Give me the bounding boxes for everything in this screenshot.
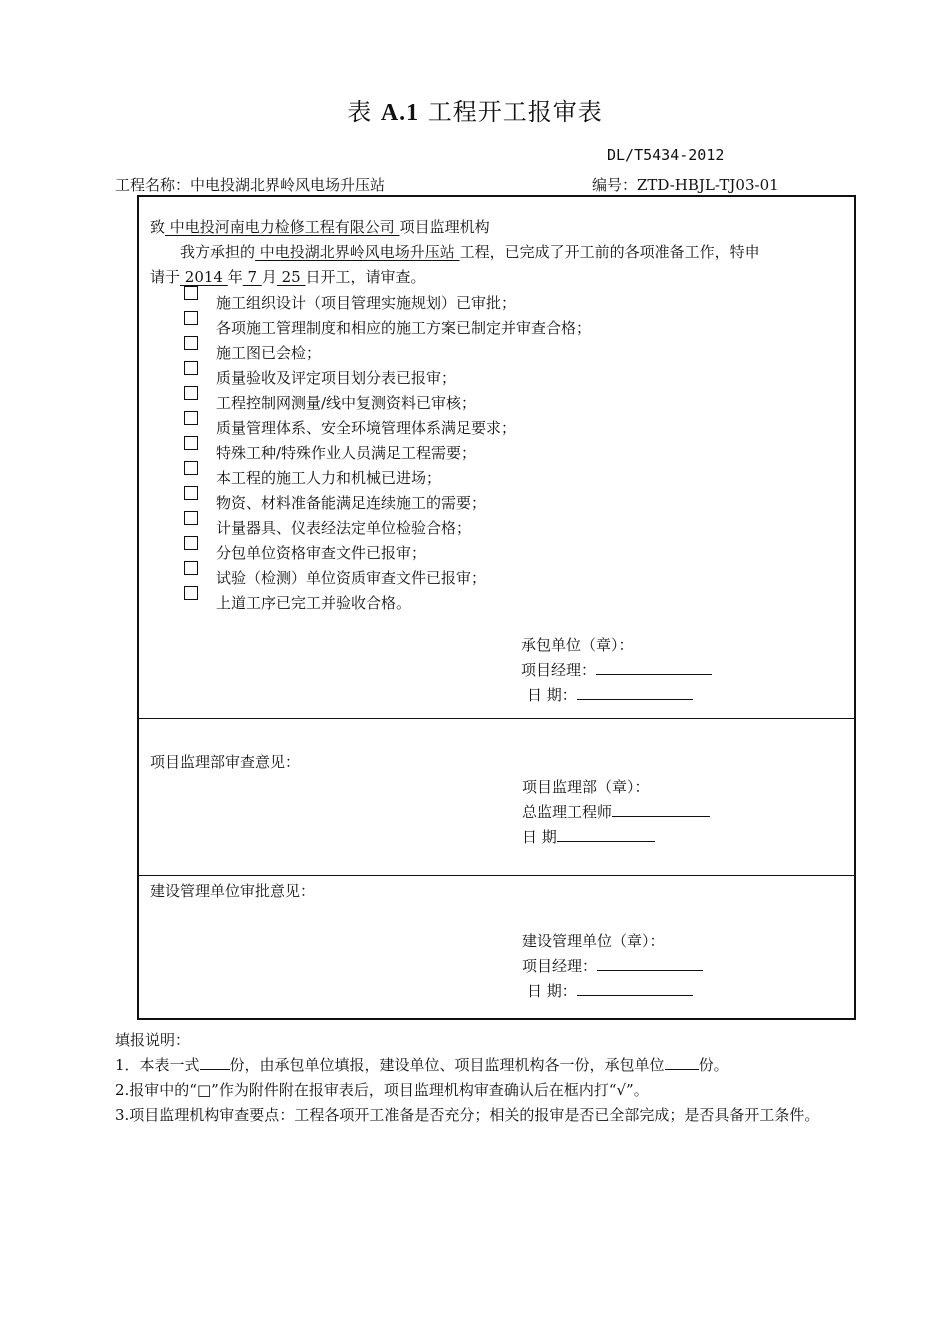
contractor-date-row [527,684,693,705]
checklist-item: 各项施工管理制度和相应的施工方案已制定并审查合格； [216,319,592,337]
section-divider-2 [139,875,854,876]
owner-pm-field[interactable] [597,956,703,971]
checkbox[interactable] [184,311,198,325]
standard-code: DL/T5434-2012 [607,146,725,164]
day-suffix: 日开工，请审查。 [305,268,426,286]
checkbox[interactable] [184,461,198,475]
application-text-c: 请于 [150,268,181,286]
note-3: 3.项目监理机构审查要点：工程各项开工准备是否充分；相关的报审是否已全部完成；是否具备开工条件。 [115,1106,820,1124]
application-text-b: 工程，已完成了开工前的各项准备工作，特申 [459,243,760,261]
checkbox[interactable] [184,361,198,375]
section-divider-1 [139,718,854,719]
checklist-item: 施工图已会检； [216,344,322,362]
title-text: 工程开工报审表 [419,98,603,126]
note-2: 2.报审中的“□”作为附件附在报审表后，项目监理机构审查确认后在框内打“√”。 [115,1081,649,1099]
title-number: A.1 [380,100,420,126]
contractor-date-label: 日 期： [527,686,577,704]
application-text-a: 我方承担的 [180,243,256,261]
contractor-pm-field[interactable] [596,660,712,675]
form-table [137,195,856,1020]
checklist-item: 质量管理体系、安全环境管理体系满足要求； [216,419,517,437]
year-label: 年 [227,268,243,286]
project-name: 工程名称：中电投湖北界岭风电场升压站 [115,176,386,194]
start-day: 25 [276,268,306,286]
contractor-pm-row [521,659,712,680]
supervision-date-label: 日 期 [522,828,557,846]
application-project: 中电投湖北界岭风电场升压站 [255,243,460,261]
owner-pm-label: 项目经理： [522,957,598,975]
checklist-item: 试验（检测）单位资质审查文件已报审； [216,569,487,587]
owner-pm-row [522,955,703,976]
contractor-copies-field[interactable] [665,1055,699,1070]
checklist-item: 质量验收及评定项目划分表已报审； [216,369,457,387]
contractor-date-field[interactable] [577,685,693,700]
checklist-item: 工程控制网测量/线中复测资料已审核； [216,394,477,412]
checkbox[interactable] [184,336,198,350]
addressee-unit: 中电投河南电力检修工程有限公司 [165,218,400,236]
document-title [0,92,950,127]
checklist-item: 分包单位资格审查文件已报审； [216,544,427,562]
addressee-prefix: 致 [150,218,166,236]
owner-date-row [527,980,693,1001]
supervision-date-field[interactable] [557,827,655,842]
checklist-item: 物资、材料准备能满足连续施工的需要； [216,494,487,512]
checklist-item: 本工程的施工人力和机械已进场； [216,469,442,487]
checkbox[interactable] [184,511,198,525]
application-line-1 [180,241,760,262]
note-1-a: 1．本表一式 [115,1056,200,1074]
supervision-opinion-label: 项目监理部审查意见： [150,753,301,771]
checklist-item: 施工组织设计（项目管理实施规划）已审批； [216,294,517,312]
checkbox[interactable] [184,286,198,300]
checklist-item: 上道工序已完工并验收合格。 [216,594,412,612]
application-line-2 [150,266,426,287]
checkbox[interactable] [184,536,198,550]
addressee-suffix: 项目监理机构 [399,218,490,236]
supervision-date-row [522,826,655,847]
form-number: 编号：ZTD-HBJL-TJ03-01 [592,176,779,194]
start-year: 2014 [180,268,228,286]
note-1-c: 份。 [698,1056,729,1074]
chief-engineer-row [522,801,710,822]
chief-engineer-label: 总监理工程师 [522,803,613,821]
checklist-item: 特殊工种/特殊作业人员满足工程需要； [216,444,477,462]
chief-engineer-field[interactable] [612,802,710,817]
note-1 [115,1054,729,1075]
start-month: 7 [242,268,262,286]
contractor-pm-label: 项目经理： [521,661,597,679]
checkbox[interactable] [184,411,198,425]
contractor-seal-label: 承包单位（章）： [521,636,634,654]
owner-seal-label: 建设管理单位（章）： [522,932,665,950]
notes-heading: 填报说明： [115,1031,191,1049]
checkbox[interactable] [184,436,198,450]
checkbox[interactable] [184,586,198,600]
title-prefix: 表 [347,98,381,126]
checklist-item: 计量器具、仪表经法定单位检验合格； [216,519,472,537]
checkbox[interactable] [184,486,198,500]
note-1-b: 份，由承包单位填报，建设单位、项目监理机构各一份，承包单位 [229,1056,665,1074]
checkbox[interactable] [184,386,198,400]
month-label: 月 [261,268,277,286]
copies-field[interactable] [200,1055,230,1070]
owner-date-field[interactable] [577,981,693,996]
owner-opinion-label: 建设管理单位审批意见： [150,882,316,900]
checkbox[interactable] [184,561,198,575]
supervision-seal-label: 项目监理部（章）： [522,778,650,796]
owner-date-label: 日 期： [527,982,577,1000]
addressee-line [150,216,490,237]
